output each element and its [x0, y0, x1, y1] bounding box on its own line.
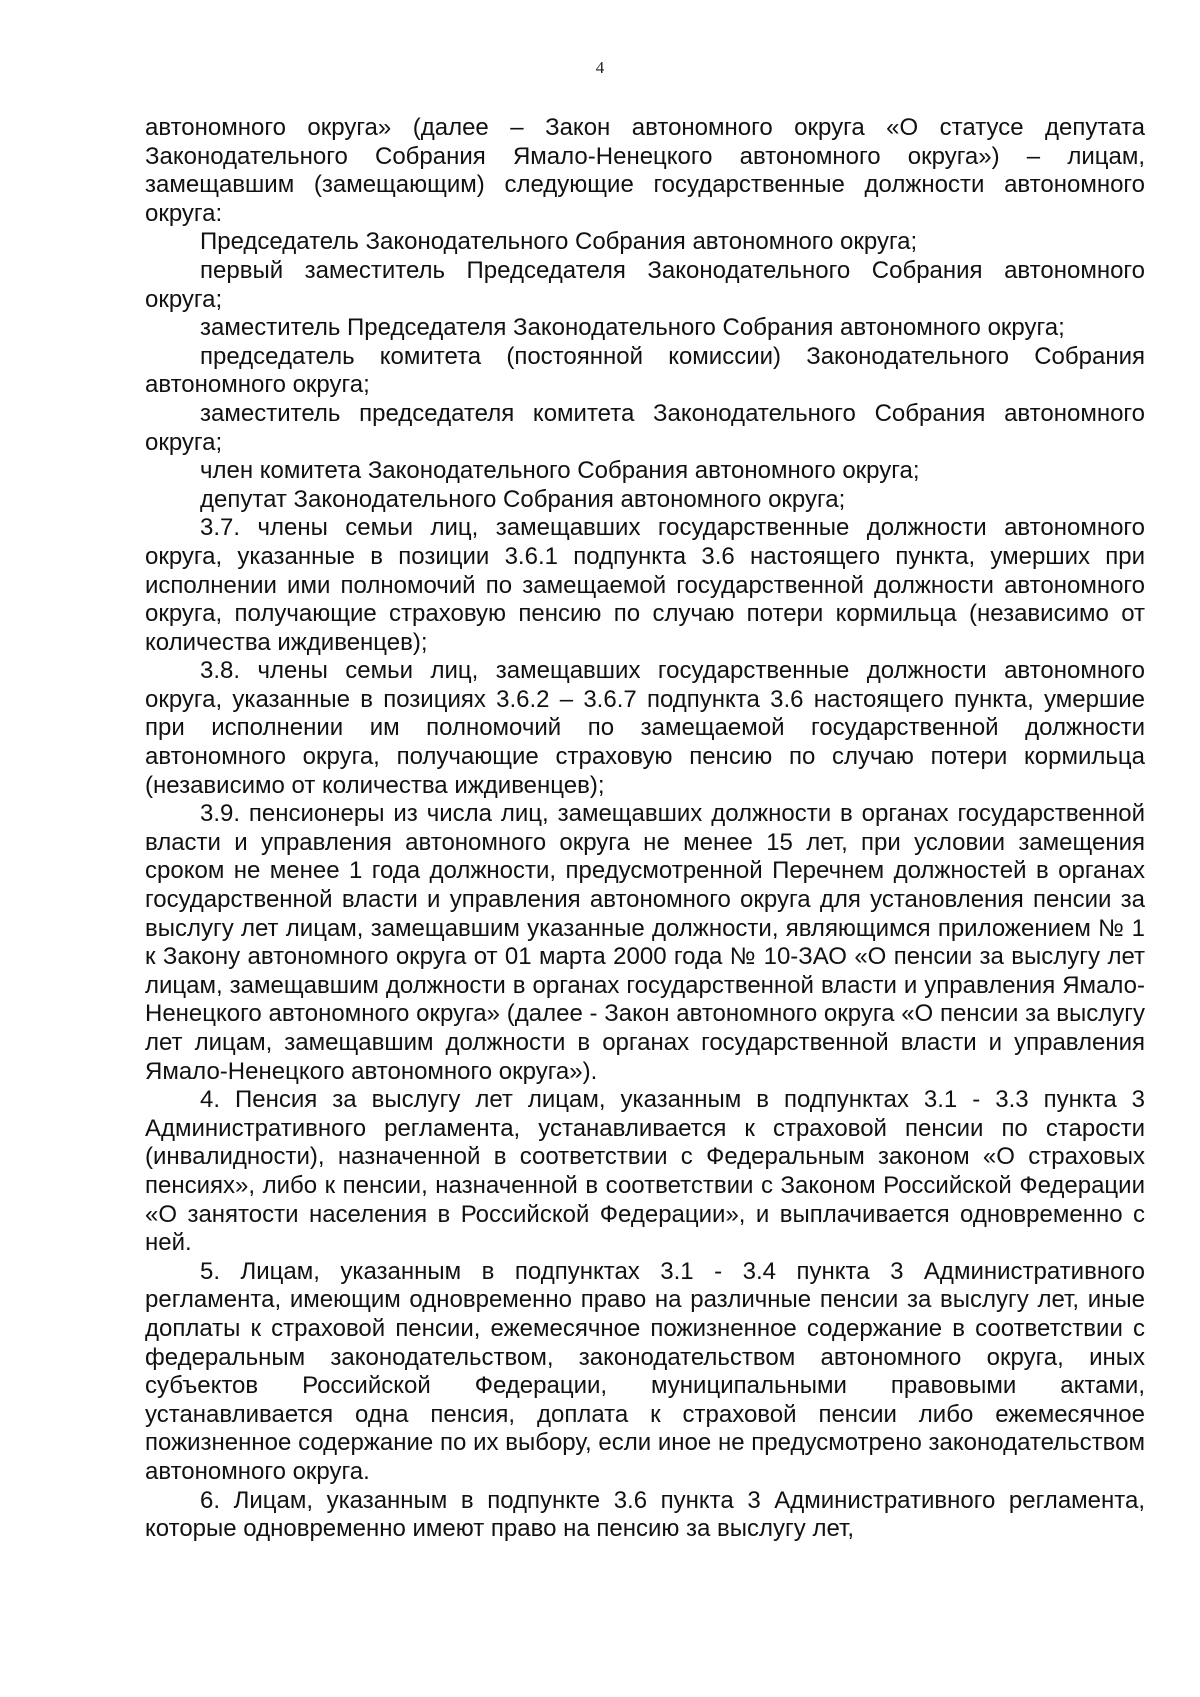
- page-number: 4: [595, 58, 605, 77]
- paragraph: депутат Законодательного Собрания автономного округа;: [200, 485, 846, 513]
- paragraph: 3.7. члены семьи лиц, замещавших государственные должности автономного округа, указанные в позиции 3.6.1 подпункта 3.6 настоящего пункта, умерших при исполнении ими полномочий по замещаемой государственной должности автономного округа, получающие страховую пенсию по случаю потери кормильца (независимо от количества иждивенцев);: [145, 514, 1145, 656]
- paragraph: автономного округа» (далее – Закон автономного округа «О статусе депутата Законодательного Собрания Ямало-Ненецкого автономного округа») – лицам, замещавшим (замещающим) следующие государственные должности автономного округа:: [145, 114, 1145, 227]
- document-body: [145, 114, 1145, 1544]
- paragraph: 5. Лицам, указанным в подпунктах 3.1 - 3.4 пункта 3 Административного регламента, имеющим одновременно право на различные пенсии за выслугу лет, иные доплаты к страховой пенсии, ежемесячное пожизненное содержание в соответствии с федеральным законодательством, законодательством автономного округа, иных субъектов Российской Федерации, муниципальными правовыми актами, устанавливается одна пенсия, доплата к страховой пенсии либо ежемесячное пожизненное содержание по их выбору, если иное не предусмотрено законодательством автономного округа.: [145, 1257, 1145, 1485]
- paragraph: 4. Пенсия за выслугу лет лицам, указанным в подпунктах 3.1 - 3.3 пункта 3 Административного регламента, устанавливается к страховой пенсии по старости (инвалидности), назначенной в соответствии с Федеральным законом «О страховых пенсиях», либо к пенсии, назначенной в соответствии с Законом Российской Федерации «О занятости населения в Российской Федерации», и выплачивается одновременно с ней.: [145, 1086, 1145, 1257]
- paragraph: первый заместитель Председателя Законодательного Собрания автономного округа;: [145, 256, 1145, 313]
- paragraph: 3.8. члены семьи лиц, замещавших государственные должности автономного округа, указанные в позициях 3.6.2 – 3.6.7 подпункта 3.6 настоящего пункта, умершие при исполнении им полномочий по замещаемой государственной должности автономного округа, получающие страховую пенсию по случаю потери кормильца (независимо от количества иждивенцев);: [145, 657, 1145, 799]
- paragraph: Председатель Законодательного Собрания автономного округа;: [200, 228, 918, 256]
- paragraph: заместитель Председателя Законодательного Собрания автономного округа;: [200, 314, 1065, 342]
- paragraph: председатель комитета (постоянной комиссии) Законодательного Собрания автономного округа;: [145, 342, 1145, 399]
- paragraph: член комитета Законодательного Собрания автономного округа;: [200, 457, 920, 485]
- paragraph: заместитель председателя комитета Законодательного Собрания автономного округа;: [145, 399, 1145, 456]
- paragraph: 3.9. пенсионеры из числа лиц, замещавших должности в органах государственной власти и управления автономного округа не менее 15 лет, при условии замещения сроком не менее 1 года должности, предусмотренной Перечнем должностей в органах государственной власти и управления автономного округа для установления пенсии за выслугу лет лицам, замещавшим указанные должности, являющимся приложением № 1 к Закону автономного округа от 01 марта 2000 года № 10-ЗАО «О пенсии за выслугу лет лицам, замещавшим должности в органах государственной власти и управления Ямало-Ненецкого автономного округа» (далее - Закон автономного округа «О пенсии за выслугу лет лицам, замещавшим должности в органах государственной власти и управления Ямало-Ненецкого автономного округа»).: [145, 800, 1145, 1085]
- paragraph: 6. Лицам, указанным в подпункте 3.6 пункта 3 Административного регламента, которые одновременно имеют право на пенсию за выслугу лет,: [145, 1486, 1145, 1543]
